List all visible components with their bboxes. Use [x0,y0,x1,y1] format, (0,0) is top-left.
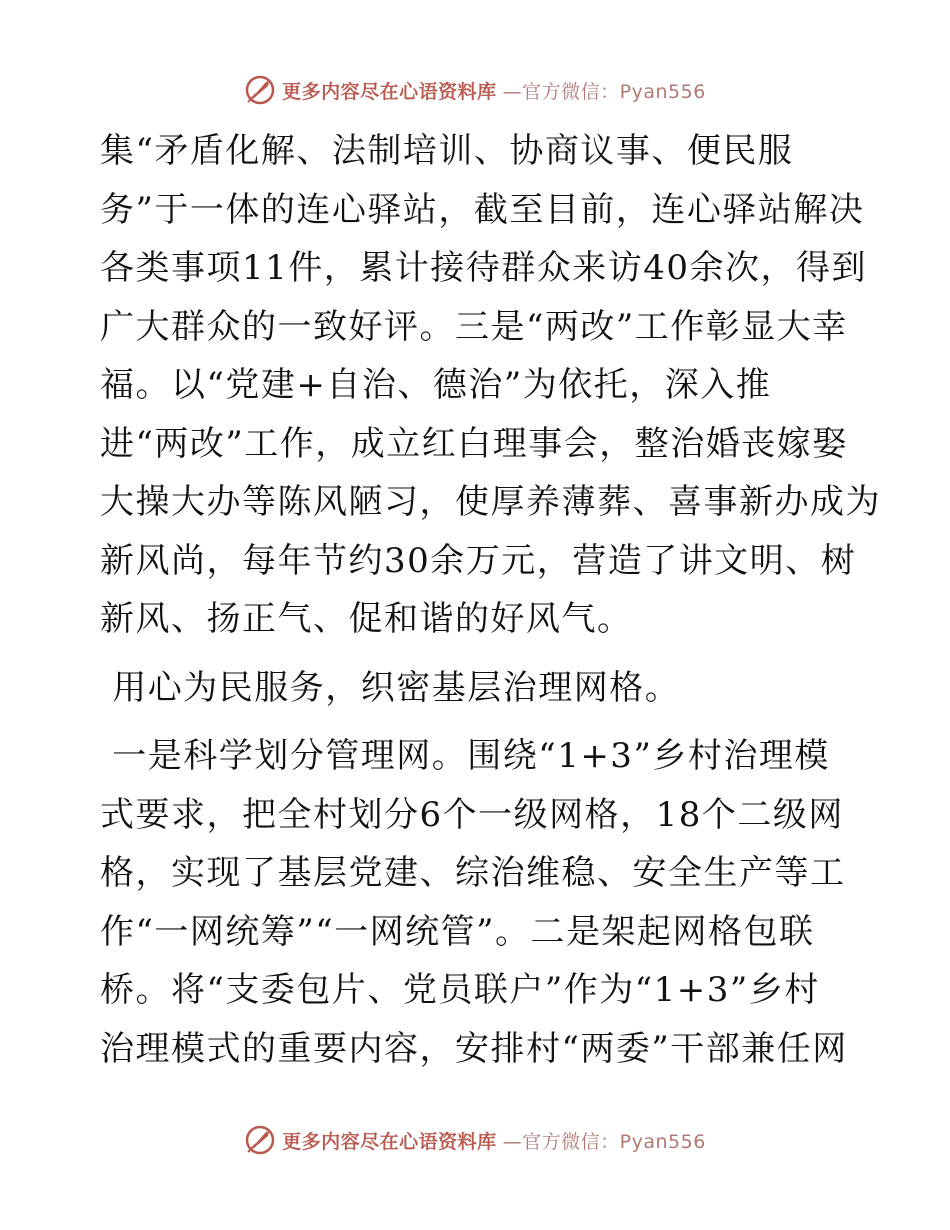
body-line: 治理模式的重要内容，安排村“两委”干部兼任网 [100,1028,848,1069]
watermark-wechat-text: —官方微信：Pyan556 [502,80,706,103]
body-line: 格，实现了基层党建、综治维稳、安全生产等工 [100,853,846,893]
body-line: 一是科学划分管理网。围绕“1+3”乡村治理模 [100,736,830,776]
body-line: 集“矛盾化解、法制培训、协商议事、便民服 [100,131,794,171]
watermark-red-text: 更多内容尽在心语资料库 [282,80,497,103]
body-line: 作“一网统筹”“一网统管”。二是架起网格包联 [100,911,815,952]
body-line: 桥。将“支委包片、党员联户”作为“1+3”乡村 [100,970,820,1010]
body-line: 务”于一体的连心驿站，截至目前，连心驿站解决 [100,189,865,230]
footer-watermark [0,1120,950,1160]
watermark-red-text: 更多内容尽在心语资料库 [282,1130,497,1153]
watermark-wechat-text: —官方微信：Pyan556 [502,1130,706,1153]
feather-circle-logo-icon [244,74,276,106]
body-line: 式要求，把全村划分6个一级网格，18个二级网 [100,794,844,835]
body-line: 新风尚，每年节约30余万元，营造了讲文明、树 [100,540,857,581]
body-line: 进“两改”工作，成立红白理事会，整治婚丧嫁娶 [100,423,848,464]
header-watermark [0,70,950,110]
body-line: 福。以“党建+自治、德治”为依托，深入推 [100,365,772,405]
body-line: 大操大办等陈风陋习，使厚养薄葬、喜事新办成为 [100,482,881,522]
feather-circle-logo-icon [244,1124,276,1156]
document-body [100,122,881,1078]
body-line: 广大群众的一致好评。三是“两改”工作彰显大幸 [100,306,848,347]
body-line: 新风、扬正气、促和谐的好风气。 [100,599,633,639]
body-line: 各类事项11件，累计接待群众来访40余次，得到 [100,248,868,288]
section-heading: 用心为民服务，织密基层治理网格。 [100,667,681,708]
